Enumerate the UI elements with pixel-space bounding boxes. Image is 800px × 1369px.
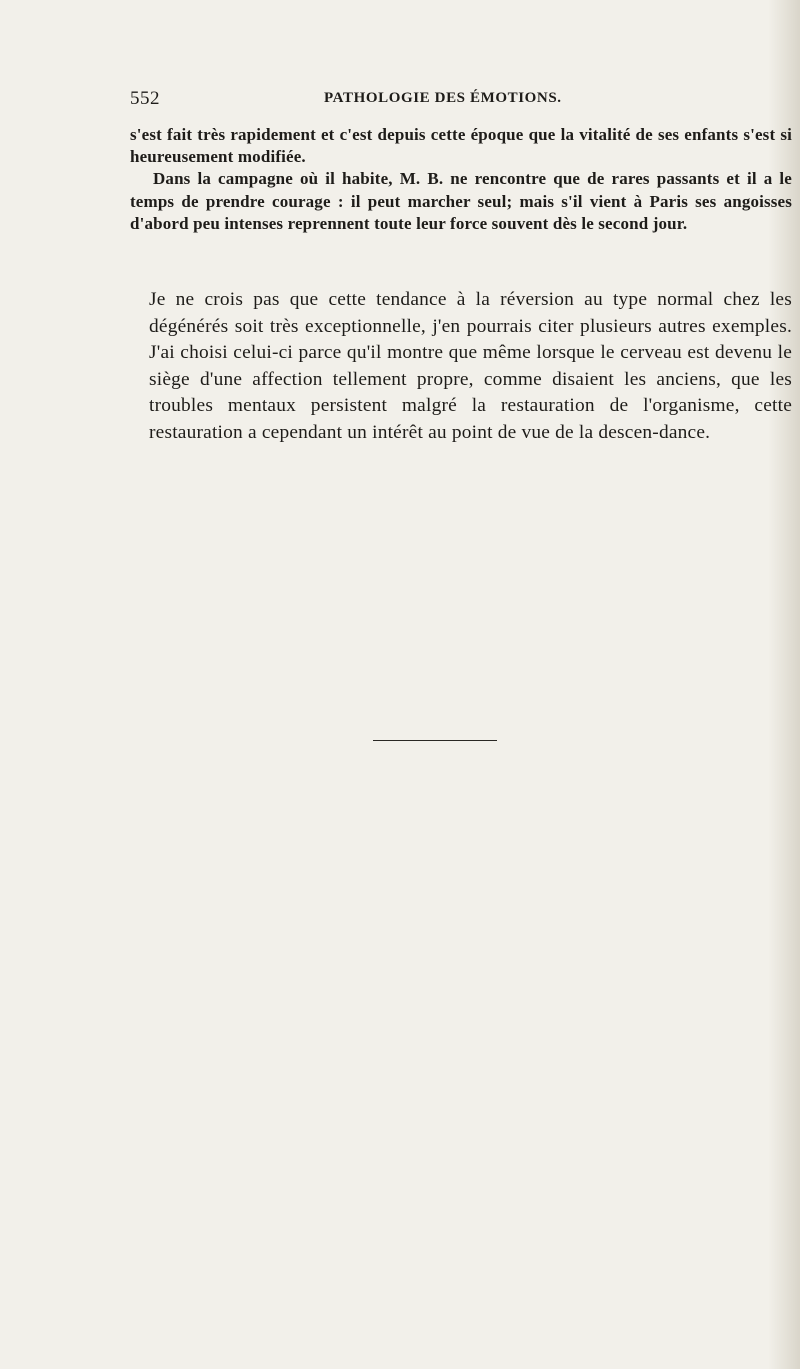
page-number: 552 — [130, 88, 160, 109]
section-separator-rule — [373, 740, 497, 741]
paragraph: Dans la campagne où il habite, M. B. ne rencontre que de rares passants et il a le temps de prendre courage : il peut marcher seul; mais s'il vient à Paris ses angoisses d'abord peu intenses reprennent toute leur force souvent dès le second jour. — [130, 169, 792, 233]
paragraph: Je ne crois pas que cette tendance à la réversion au type normal chez les dégénérés soit très exceptionnelle, j'en pourrais citer plusieurs autres exemples. J'ai choisi celui-ci parce qu'il montre que même lorsque le cerveau est devenu le siège d'une affection tellement propre, comme disaient les anciens, que les troubles mentaux persistent malgré la restauration de l'organisme, cette restauration a cependant un intérêt au point de vue de la descen-dance. — [149, 289, 792, 443]
main-text-block — [149, 287, 792, 447]
page-header — [130, 88, 670, 112]
case-text-block — [130, 124, 792, 235]
paragraph: s'est fait très rapidement et c'est depuis cette époque que la vitalité de ses enfants s'est si heureusement modifiée. — [130, 125, 792, 167]
running-title: PATHOLOGIE DES ÉMOTIONS. — [324, 90, 562, 106]
